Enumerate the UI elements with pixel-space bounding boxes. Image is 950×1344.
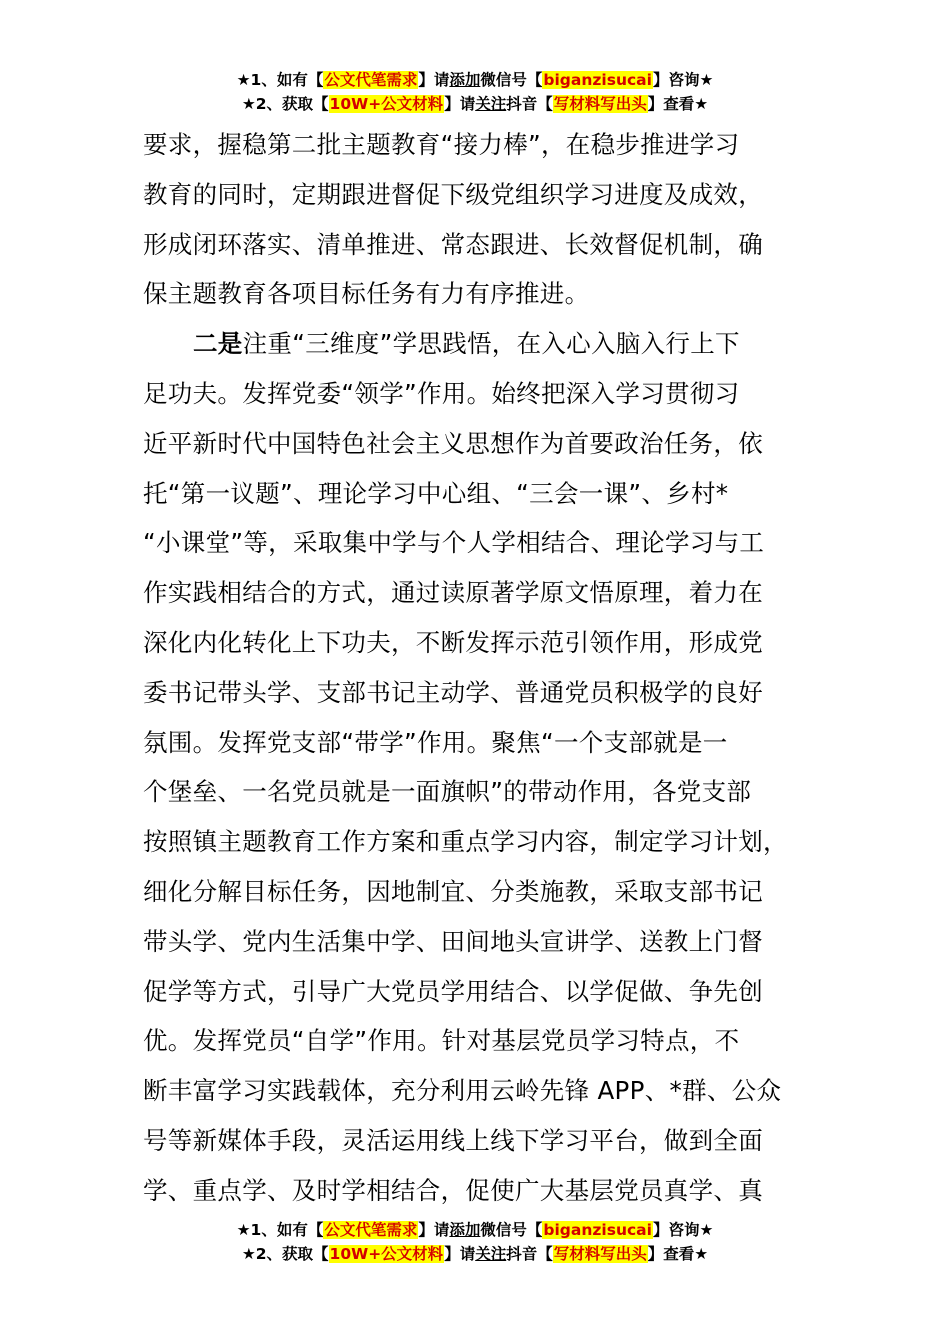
text-line: 作实践相结合的方式，通过读原著学原文悟原理，着力在 (143, 578, 763, 608)
star-icon: ★ (241, 95, 256, 113)
header-promo-banner (0, 68, 950, 116)
text-line: 个堡垒、一名党员就是一面旗帜”的带动作用，各党支部 (143, 777, 752, 807)
text-line: 形成闭环落实、清单推进、常态跟进、长效督促机制，确 (143, 229, 763, 259)
promo-line-1: ★1、如有【公文代笔需求】请添加微信号【biganzisucai】咨询★ (236, 71, 714, 89)
text-line: 按照镇主题教育工作方案和重点学习内容，制定学习计划， (143, 827, 788, 857)
promo-line-2: ★2、获取【10W+公文材料】请关注抖音【写材料写出头】查看★ (241, 1245, 709, 1263)
text-line: 氛围。发挥党支部“带学”作用。聚焦“一个支部就是一 (143, 727, 728, 757)
text-line: 号等新媒体手段，灵活运用线上线下学习平台，做到全面 (143, 1125, 763, 1155)
text-line: 近平新时代中国特色社会主义思想作为首要政治任务，依 (143, 428, 763, 458)
document-body (143, 120, 808, 1216)
text-line: 促学等方式，引导广大党员学用结合、以学促做、争先创 (143, 976, 763, 1006)
text-line: “小课堂”等，采取集中学与个人学相结合、理论学习与工 (143, 528, 765, 558)
text-line: 优。发挥党员“自学”作用。针对基层党员学习特点，不 (143, 1026, 740, 1056)
text-line: 委书记带头学、支部书记主动学、普通党员积极学的良好 (143, 677, 763, 707)
promo-line-1: ★1、如有【公文代笔需求】请添加微信号【biganzisucai】咨询★ (236, 1221, 714, 1239)
paragraph-2 (143, 319, 808, 1215)
text-line: 教育的同时，定期跟进督促下级党组织学习进度及成效， (143, 179, 763, 209)
text-line: 带头学、党内生活集中学、田间地头宣讲学、送教上门督 (143, 926, 763, 956)
highlight-materials: 10W+公文材料 (329, 95, 444, 113)
text-line: 二是注重“三维度”学思践悟，在入心入脑入行上下 (193, 329, 740, 359)
text-line: 深化内化转化上下功夫，不断发挥示范引领作用，形成党 (143, 627, 763, 657)
highlight-materials: 10W+公文材料 (329, 1245, 444, 1263)
text-line: 足功夫。发挥党委“领学”作用。始终把深入学习贯彻习 (143, 378, 740, 408)
footer-promo-banner (0, 1218, 950, 1266)
paragraph-1 (143, 120, 808, 319)
highlight-service: 公文代笔需求 (324, 71, 418, 89)
star-icon: ★ (241, 1245, 256, 1263)
highlight-douyin: 写材料写出头 (553, 1245, 647, 1263)
text-line: 托“第一议题”、理论学习中心组、“三会一课”、乡村* (143, 478, 729, 508)
promo-line-2: ★2、获取【10W+公文材料】请关注抖音【写材料写出头】查看★ (241, 95, 709, 113)
star-icon: ★ (236, 1221, 251, 1239)
text-line: 学、重点学、及时学相结合，促使广大基层党员真学、真 (143, 1175, 763, 1205)
text-line: 保主题教育各项目标任务有力有序推进。 (143, 279, 590, 309)
highlight-wechat-id: biganzisucai (543, 71, 652, 89)
highlight-service: 公文代笔需求 (324, 1221, 418, 1239)
paragraph-lead: 二是 (193, 329, 243, 359)
highlight-douyin: 写材料写出头 (553, 95, 647, 113)
highlight-wechat-id: biganzisucai (543, 1221, 652, 1239)
text-line: 要求，握稳第二批主题教育“接力棒”，在稳步推进学习 (143, 130, 740, 159)
star-icon: ★ (236, 71, 251, 89)
text-line: 细化分解目标任务，因地制宜、分类施教，采取支部书记 (143, 876, 763, 906)
text-line: 断丰富学习实践载体，充分利用云岭先锋 APP、*群、公众 (143, 1076, 782, 1106)
